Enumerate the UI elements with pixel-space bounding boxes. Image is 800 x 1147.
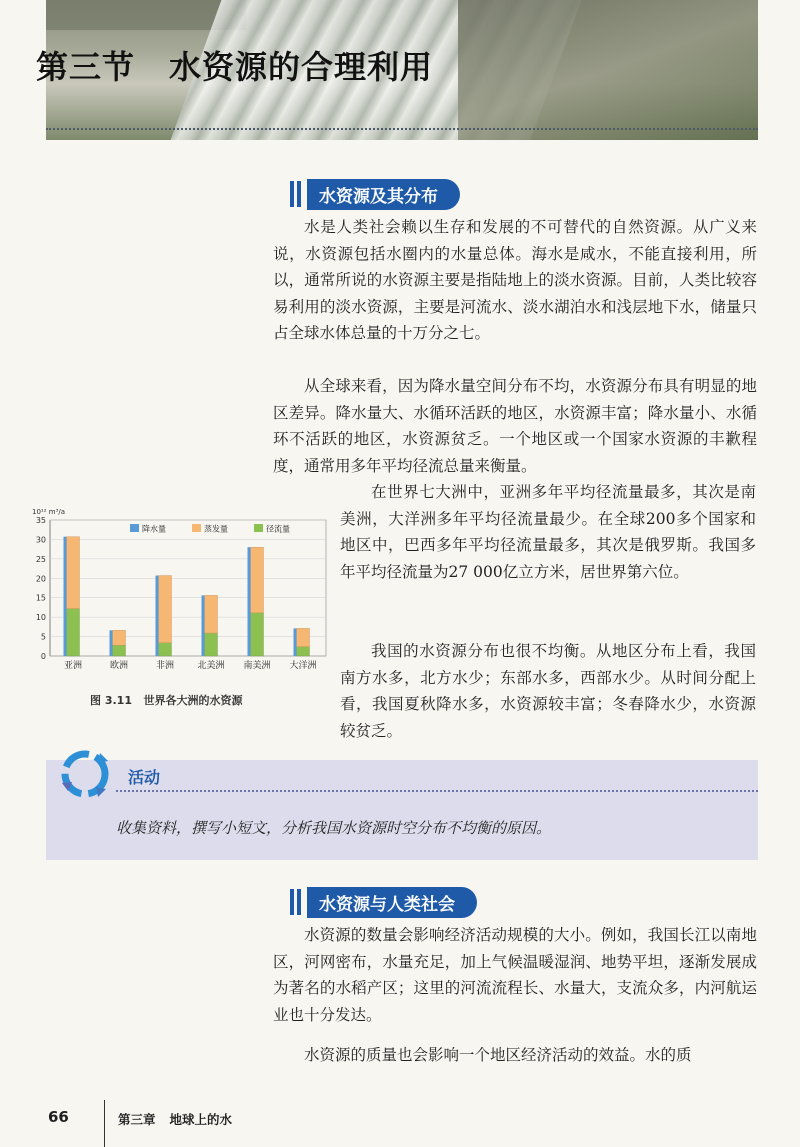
legend-swatch <box>130 524 139 532</box>
paragraph: 从全球来看，因为降水量空间分布不均，水资源分布具有明显的地区差异。降水量大、水循环活跃的地区，水资源丰富；降水量小、水循环不活跃的地区，水资源贫乏。一个地区或一个国家水资源的丰歉程度，通常用多年平均径流总量来衡量。 <box>273 377 757 475</box>
bar-evaporation <box>205 595 218 633</box>
bar-runoff <box>251 613 264 656</box>
y-tick-label: 5 <box>40 632 46 642</box>
bar-runoff <box>67 609 80 656</box>
heading-bars-icon <box>290 181 301 207</box>
bar-evaporation <box>67 537 80 609</box>
section-title: 水资源的合理利用 <box>169 48 434 86</box>
plot-frame <box>50 520 326 656</box>
bar-evaporation <box>297 628 310 646</box>
bar-runoff <box>205 633 218 656</box>
section-heading-society <box>290 888 477 916</box>
x-tick-label: 亚洲 <box>63 661 83 671</box>
legend-label: 径流量 <box>266 524 290 534</box>
bar-precipitation <box>110 630 113 656</box>
bar-evaporation <box>113 630 126 645</box>
bar-runoff <box>113 645 126 656</box>
legend-swatch <box>254 524 263 532</box>
bar-evaporation <box>251 547 264 613</box>
paragraph: 在世界七大洲中，亚洲多年平均径流量最多，其次是南美洲，大洋洲多年平均径流量最少。在全球200多个国家和地区中，巴西多年平均径流量最多，其次是俄罗斯。我国多年平均径流量为27 000亿立方米，居世界第六位。 <box>340 483 756 581</box>
activity-dotted-line <box>116 790 758 792</box>
y-tick-label: 35 <box>35 516 46 525</box>
bar-precipitation <box>202 595 205 656</box>
bar-precipitation <box>156 576 159 656</box>
section-heading-label: 水资源与人类社会 <box>307 887 477 918</box>
section-number: 第三节 <box>36 48 136 86</box>
bar-precipitation <box>294 628 297 656</box>
y-tick-label: 30 <box>35 535 46 545</box>
y-tick-label: 10 <box>35 613 46 623</box>
figure-title: 世界各大洲的水资源 <box>143 694 243 707</box>
section-heading-label: 水资源及其分布 <box>307 179 460 210</box>
activity-label: 活动 <box>128 768 161 787</box>
section-heading-distribution <box>290 180 460 208</box>
x-tick-label: 非洲 <box>155 661 175 671</box>
bar-runoff <box>297 647 310 656</box>
y-tick-label: 0 <box>40 652 46 661</box>
y-tick-label: 25 <box>35 554 46 564</box>
legend-swatch <box>192 524 201 532</box>
footer-chapter <box>118 1110 232 1128</box>
x-tick-label: 北美洲 <box>197 661 225 671</box>
activity-text: 收集资料，撰写小短文，分析我国水资源时空分布不均衡的原因。 <box>116 819 552 837</box>
chapter-number: 第三章 <box>118 1112 156 1127</box>
bar-runoff <box>159 643 172 656</box>
bar-precipitation <box>64 537 67 656</box>
x-tick-label: 大洋洲 <box>289 661 317 671</box>
paragraph: 水是人类社会赖以生存和发展的不可替代的自然资源。从广义来说，水资源包括水圈内的水量总体。海水是咸水，不能直接利用，所以，通常所说的水资源主要是指陆地上的淡水资源。目前，人类比较容易利用的淡水资源，主要是河流水、淡水湖泊水和浅层地下水，储量只占全球水体总量的十万分之七。 <box>273 218 757 342</box>
chapter-title: 地球上的水 <box>169 1112 233 1127</box>
x-tick-label: 南美洲 <box>243 661 271 671</box>
legend-label: 蒸发量 <box>204 524 228 534</box>
y-unit-label: 10¹² m³/a <box>32 508 66 516</box>
bar-precipitation <box>248 547 251 656</box>
banner-hillside <box>458 0 758 140</box>
y-tick-label: 15 <box>35 593 46 603</box>
bar-evaporation <box>159 576 172 643</box>
page-number: 66 <box>48 1108 69 1126</box>
y-tick-label: 20 <box>35 574 46 584</box>
heading-bars-icon <box>290 889 301 915</box>
figure-number: 图 3.11 <box>90 694 132 707</box>
paragraph: 水资源的数量会影响经济活动规模的大小。例如，我国长江以南地区，河网密布，水量充足，加上气候温暖湿润、地势平坦，逐渐发展成为著名的水稻产区；这里的河流流程长、水量大，支流众多，内河航运业也十分发达。 <box>273 926 757 1024</box>
banner-dotted-line <box>46 128 758 130</box>
page-title <box>36 42 433 88</box>
figure-caption <box>90 692 242 708</box>
footer-divider <box>104 1100 105 1147</box>
cycle-arrows-icon <box>56 745 114 803</box>
paragraph: 水资源的质量也会影响一个地区经济活动的效益。水的质 <box>304 1046 692 1064</box>
paragraph: 我国的水资源分布也很不均衡。从地区分布上看，我国南方水多，北方水少；东部水多，西部水少。从时间分配上看，我国夏秋降水多，水资源较丰富；冬春降水少，水资源较贫乏。 <box>340 642 756 740</box>
x-tick-label: 欧洲 <box>109 661 129 671</box>
legend-label: 降水量 <box>142 524 166 534</box>
